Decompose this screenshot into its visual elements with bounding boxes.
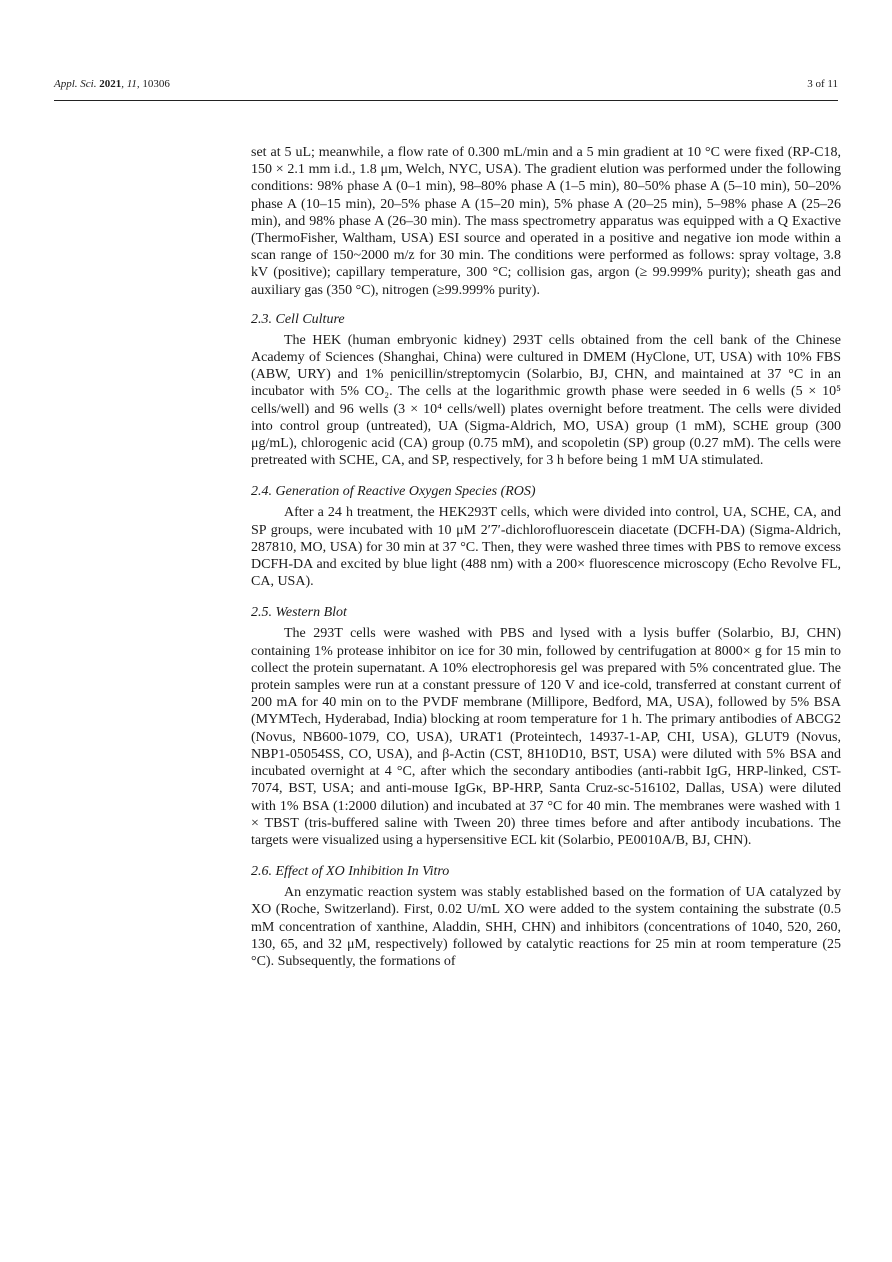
journal-volume: 11 [126, 78, 137, 90]
paragraph-western-blot: The 293T cells were washed with PBS and lysed with a lysis buffer (Solarbio, BJ, CHN) containing 1% protease inhibitor on ice for 30 min, followed by centrifugation at 8000× g for 15 min to collect the protein supernatant. A 10% electrophoresis gel was prepared with 5% concentrated glue. The protein samples were run at a constant pressure of 120 V and ice-cold, transferred at constant current of 200 mA for 40 min on to the PVDF membrane (Millipore, Bedford, MA, USA), followed by 5% BSA (MYMTech, Hyderabad, India) blocking at room temperature for 1 h. The primary antibodies of ABCG2 (Novus, NB600-1079, CO, USA), URAT1 (Proteintech, 14937-1-AP, CHI, USA), GLUT9 (Novus, NBP1-05054SS, CO, USA), and β-Actin (CST, 8H10D10, BST, USA) were diluted with 5% BSA and incubated overnight at 4 °C, after which the secondary antibodies (anti-rabbit IgG, HRP-linked, CST-7074, BST, USA; and anti-mouse IgGκ, BP-HRP, Santa Cruz-sc-516102, Dallas, USA) were diluted with 1% BSA (1:2000 dilution) and incubated at 37 °C for 40 min. The membranes were washed with 1 × TBST (tris-buffered saline with Tween 20) three times before and after antibody incubations. The targets were visualized using a hypersensitive ECL kit (Solarbio, PE0010A/B, BJ, CHN). [251, 626, 841, 848]
page-number: 3 of 11 [807, 78, 838, 90]
paragraph-lcms-continued: set at 5 uL; meanwhile, a flow rate of 0.300 mL/min and a 5 min gradient at 10 °C were fixed (RP-C18, 150 × 2.1 mm i.d., 1.8 μm, Welch, NYC, USA). The gradient elution was performed under the following conditions: 98% phase A (0–1 min), 98–80% phase A (1–5 min), 80–50% phase A (5–10 min), 50–20% phase A (10–15 min), 20–5% phase A (15–20 min), 5% phase A (20–25 min), 5–98% phase A (25–26 min), and 98% phase A (26–30 min). The mass spectrometry apparatus was equipped with a Q Exactive (ThermoFisher, Waltham, USA) ESI source and operated in a positive and negative ion mode within a scan range of 150~2000 m/z for 30 min. The conditions were performed as follows: spray voltage, 3.8 kV (positive); capillary temperature, 300 °C; collision gas, argon (≥ 99.999% purity); sheath gas and auxiliary gas (350 °C), nitrogen (≥99.999% purity). [251, 145, 841, 298]
paragraph-cell-culture: The HEK (human embryonic kidney) 293T cells obtained from the cell bank of the Chinese Academy of Sciences (Shanghai, China) were cultured in DMEM (HyClone, UT, USA) with 10% FBS (ABW, URY) and 1% penicillin/streptomycin (Solarbio, BJ, CHN, and maintained at 37 °C in an incubator with 5% CO₂. The cells at the logarithmic growth phase were seeded in 6 wells (5 × 10⁵ cells/well) and 96 wells (3 × 10⁴ cells/well) plates overnight before treatment. The cells were divided into control group (untreated), UA (Sigma-Aldrich, MO, USA) group (1 mM), SCHE group (300 μg/mL), chlorogenic acid (CA) group (0.75 mM), and scopoletin (SP) group (0.27 mM). The cells were pretreated with SCHE, CA, and SP, respectively, for 3 h before being 1 mM UA stimulated. [251, 332, 841, 469]
section-heading-xo-inhibition: 2.6. Effect of XO Inhibition In Vitro [251, 864, 450, 880]
article-number: 10306 [142, 78, 170, 90]
paragraph-xo-inhibition: An enzymatic reaction system was stably established based on the formation of UA catalyzed by XO (Roche, Switzerland). First, 0.02 U/mL XO were added to the system containing the substrate (0.5 mM concentration of xanthine, Aladdin, SHH, CHN) and inhibitors (concentrations of 1040, 520, 260, 130, 65, and 32 μM, respectively) followed by catalytic reactions for 25 min at room temperature (25 °C). Subsequently, the formations of [251, 885, 841, 969]
section-heading-cell-culture: 2.3. Cell Culture [251, 311, 345, 327]
section-heading-ros: 2.4. Generation of Reactive Oxygen Species (ROS) [251, 484, 536, 500]
paragraph-ros: After a 24 h treatment, the HEK293T cells, which were divided into control, UA, SCHE, CA, and SP groups, were incubated with 10 μM 2′7′-dichlorofluorescein diacetate (DCFH-DA) (Sigma-Aldrich, 287810, MO, USA) for 30 min at 37 °C. Then, they were washed three times with PBS to remove excess DCFH-DA and excited by blue light (488 nm) with a 200× fluorescence microscopy (Echo Revolve FL, CA, USA). [251, 505, 841, 590]
running-header [54, 78, 838, 101]
journal-name: Appl. Sci. [54, 78, 97, 90]
journal-year: 2021 [99, 78, 122, 90]
journal-citation: Appl. Sci. 2021, 11, 10306 [54, 78, 170, 90]
section-heading-western-blot: 2.5. Western Blot [251, 605, 347, 621]
article-body [251, 144, 841, 970]
